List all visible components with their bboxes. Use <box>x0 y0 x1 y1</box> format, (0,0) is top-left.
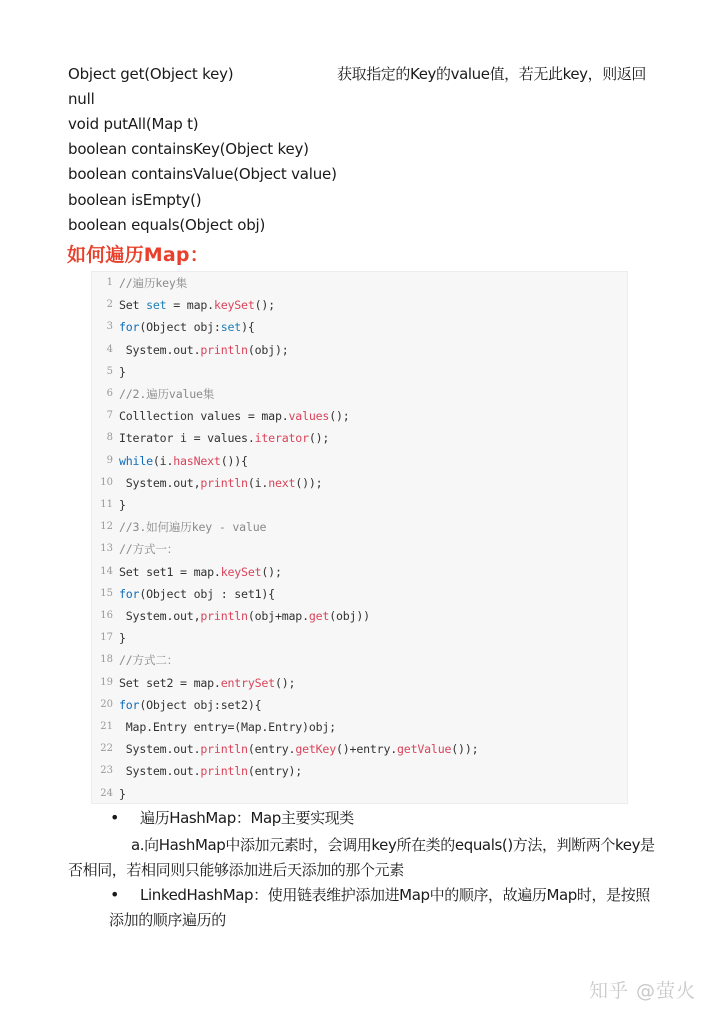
code-line <box>92 738 627 760</box>
line-number: 7 <box>106 410 113 422</box>
line-number: 8 <box>106 432 113 444</box>
bullet-dot: • <box>110 808 120 827</box>
line-number: 10 <box>100 476 113 488</box>
code-text: Set set2 = map.entrySet(); <box>119 675 296 690</box>
line-number: 22 <box>100 743 113 755</box>
code-line <box>92 672 627 694</box>
code-line <box>92 516 627 538</box>
code-text: } <box>119 631 126 646</box>
code-text: System.out,println(obj+map.get(obj)) <box>119 609 370 623</box>
code-line <box>92 294 627 316</box>
code-line <box>92 450 627 472</box>
line-number: 21 <box>100 721 113 732</box>
method-putall: void putAll(Map t) <box>68 115 199 133</box>
code-text: System.out,println(i.next()); <box>119 475 323 490</box>
code-line <box>92 472 627 494</box>
code-line <box>92 716 627 738</box>
code-text: System.out.println(entry); <box>119 764 303 779</box>
code-text: Colllection values = map.values(); <box>119 409 350 424</box>
method-equals: boolean equals(Object obj) <box>68 216 266 234</box>
code-text: //3.如何遍历key - value <box>119 520 267 535</box>
code-line <box>92 783 627 805</box>
code-text: //方式二： <box>119 653 179 668</box>
line-number: 6 <box>106 388 113 399</box>
code-text: for(Object obj : set1){ <box>119 586 275 601</box>
line-number: 17 <box>100 632 113 644</box>
code-text: System.out.println(obj); <box>119 342 289 357</box>
code-text: while(i.hasNext()){ <box>119 453 248 468</box>
code-text: Map.Entry entry=(Map.Entry)obj; <box>119 720 336 734</box>
code-line <box>92 383 627 405</box>
code-line <box>92 694 627 716</box>
code-text: //方式一： <box>119 542 179 557</box>
code-line <box>92 361 627 383</box>
line-number: 18 <box>100 654 113 666</box>
hashmap-note-line2: 否相同，若相同则只能够添加进后天添加的那个元素 <box>68 861 404 879</box>
code-line <box>92 339 627 361</box>
method-get-description: 获取指定的Key的value值，若无此key，则返回 <box>337 65 647 83</box>
code-line <box>92 561 627 583</box>
code-text: } <box>119 786 126 801</box>
code-line <box>92 405 627 427</box>
line-number: 20 <box>100 698 113 710</box>
bullet-linkedhashmap: LinkedHashMap：使用链表维护添加进Map中的顺序，故遍历Map时，是按照 <box>140 886 650 904</box>
line-number: 9 <box>106 454 113 466</box>
line-number: 12 <box>100 521 113 533</box>
code-line <box>92 627 627 649</box>
code-line <box>92 538 627 560</box>
method-containsvalue: boolean containsValue(Object value) <box>68 165 337 183</box>
line-number: 5 <box>106 365 113 377</box>
code-text: //遍历key集 <box>119 276 188 290</box>
line-number: 19 <box>100 676 113 688</box>
watermark: 知乎 @萤火 <box>589 980 697 1002</box>
code-line <box>92 272 627 294</box>
line-number: 24 <box>100 787 113 799</box>
method-isempty: boolean isEmpty() <box>68 191 202 209</box>
code-line <box>92 605 627 627</box>
line-number: 2 <box>106 299 113 311</box>
code-text: Set set = map.keySet(); <box>119 298 275 313</box>
code-block <box>91 271 628 804</box>
hashmap-note-line1: a.向HashMap中添加元素时，会调用key所在类的equals()方法，判断两个key是 <box>131 836 655 854</box>
code-line <box>92 316 627 338</box>
line-number: 23 <box>100 765 113 777</box>
linkedhashmap-line2: 添加的顺序遍历的 <box>109 911 226 929</box>
line-number: 1 <box>106 277 113 288</box>
code-text: for(Object obj:set2){ <box>119 697 262 712</box>
method-get: Object get(Object key) <box>68 65 234 83</box>
section-heading: 如何遍历Map： <box>67 244 209 266</box>
code-line <box>92 427 627 449</box>
code-line <box>92 760 627 782</box>
method-containskey: boolean containsKey(Object key) <box>68 140 309 158</box>
line-number: 3 <box>106 321 113 333</box>
line-number: 4 <box>106 343 113 355</box>
bullet-dot: • <box>110 885 120 904</box>
code-text: for(Object obj:set){ <box>119 320 255 335</box>
code-text: } <box>119 364 126 379</box>
line-number: 14 <box>100 565 113 577</box>
line-number: 16 <box>100 610 113 621</box>
line-number: 15 <box>100 587 113 599</box>
code-text: } <box>119 498 126 512</box>
code-text: Iterator i = values.iterator(); <box>119 431 330 446</box>
code-text: System.out.println(entry.getKey()+entry.getValue()); <box>119 742 479 757</box>
line-number: 13 <box>100 543 113 555</box>
code-text: Set set1 = map.keySet(); <box>119 564 282 579</box>
code-line <box>92 649 627 671</box>
code-text: //2.遍历value集 <box>119 387 215 401</box>
code-line <box>92 494 627 516</box>
bullet-hashmap: 遍历HashMap：Map主要实现类 <box>140 809 354 827</box>
code-line <box>92 583 627 605</box>
line-number: 11 <box>100 499 113 510</box>
method-get-return-null: null <box>68 90 95 108</box>
